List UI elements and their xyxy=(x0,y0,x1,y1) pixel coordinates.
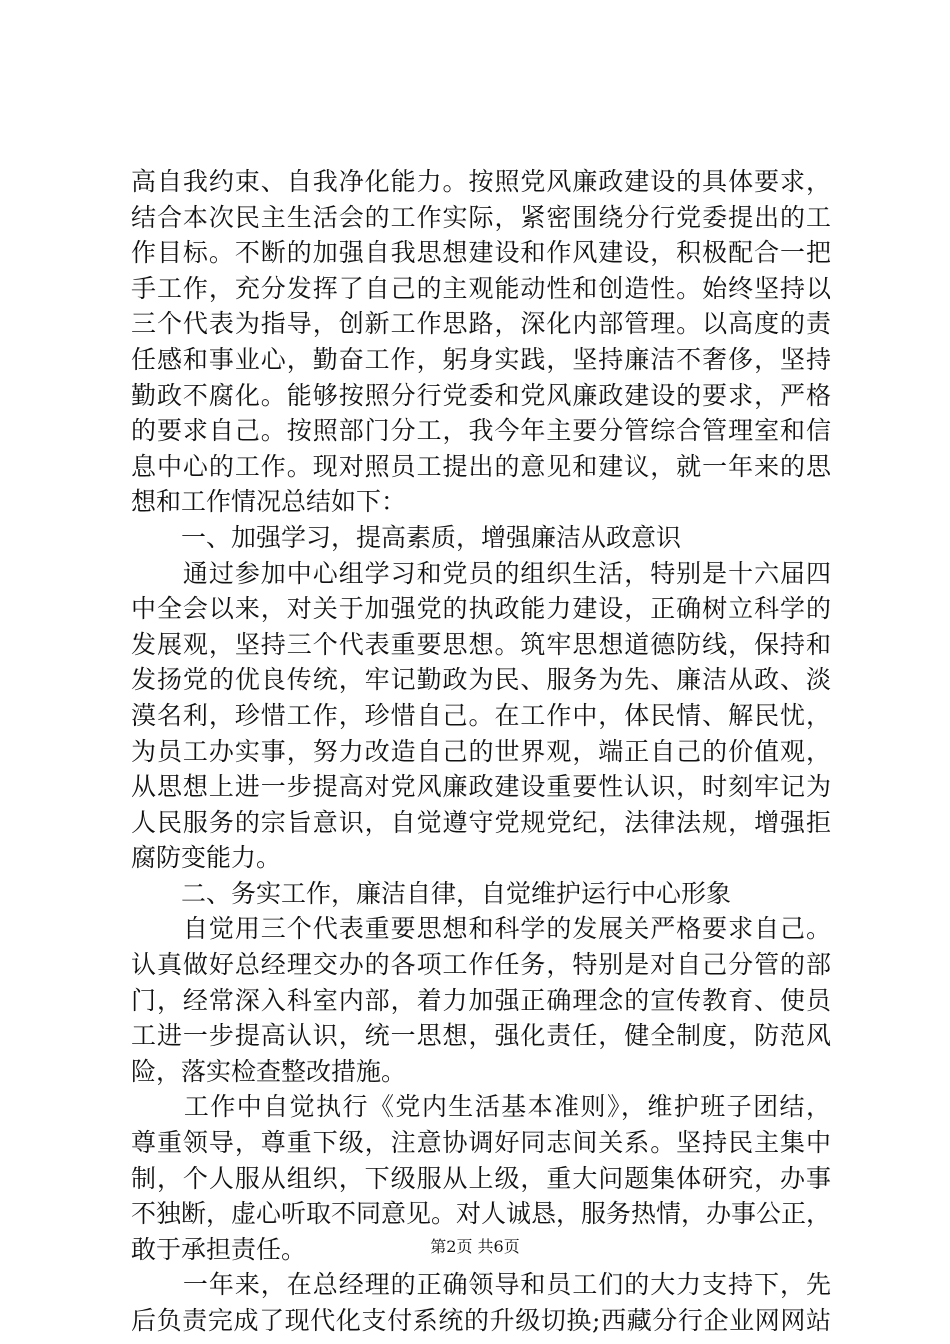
text-line: 不独断，虚心听取不同意见。对人诚恳，服务热情，办事公正， xyxy=(131,1199,831,1229)
text-line: 勤政不腐化。能够按照分行党委和党风廉政建设的要求，严格 xyxy=(131,380,831,410)
text-line: 一年来，在总经理的正确领导和员工们的大力支持下，先 xyxy=(131,1270,831,1300)
text-line: 后负责完成了现代化支付系统的升级切换;西藏分行企业网网站 xyxy=(131,1306,831,1335)
text-line: 腐防变能力。 xyxy=(131,843,282,873)
text-line: 人民服务的宗旨意识，自觉遵守党规党纪，法律法规，增强拒 xyxy=(131,807,831,837)
text-line: 工作中自觉执行《党内生活基本准则》，维护班子团结， xyxy=(131,1092,831,1122)
text-line: 三个代表为指导，创新工作思路，深化内部管理。以高度的责 xyxy=(131,309,831,339)
text-line: 为员工办实事，努力改造自己的世界观，端正自己的价值观， xyxy=(131,736,831,766)
text-line: 的要求自己。按照部门分工，我今年主要分管综合管理室和信 xyxy=(131,416,831,446)
text-line: 险，落实检查整改措施。 xyxy=(131,1056,407,1086)
text-line: 工进一步提高认识，统一思想，强化责任，健全制度，防范风 xyxy=(131,1021,831,1051)
text-line: 自觉用三个代表重要思想和科学的发展关严格要求自己。 xyxy=(131,914,831,944)
text-line: 漠名利，珍惜工作，珍惜自己。在工作中，体民情、解民忧， xyxy=(131,700,831,730)
text-line: 敢于承担责任。 xyxy=(131,1234,307,1264)
page-footer: 第2页 共6页 xyxy=(430,1237,520,1256)
text-line: 尊重领导，尊重下级，注意协调好同志间关系。坚持民主集中 xyxy=(131,1128,831,1158)
text-line: 门，经常深入科室内部，着力加强正确理念的宣传教育、使员 xyxy=(131,985,831,1015)
text-line: 认真做好总经理交办的各项工作任务，特别是对自己分管的部 xyxy=(131,950,831,980)
text-line: 二、务实工作，廉洁自律，自觉维护运行中心形象 xyxy=(131,878,732,908)
text-line: 通过参加中心组学习和党员的组织生活，特别是十六届四 xyxy=(131,558,831,588)
text-line: 想和工作情况总结如下： xyxy=(131,487,407,517)
text-line: 从思想上进一步提高对党风廉政建设重要性认识，时刻牢记为 xyxy=(131,772,831,802)
text-line: 发扬党的优良传统，牢记勤政为民、服务为先、廉洁从政、淡 xyxy=(131,665,831,695)
text-line: 中全会以来，对关于加强党的执政能力建设，正确树立科学的 xyxy=(131,594,831,624)
text-line: 一、加强学习，提高素质，增强廉洁从政意识 xyxy=(131,522,682,552)
text-line: 作目标。不断的加强自我思想建设和作风建设，积极配合一把 xyxy=(131,238,831,268)
text-line: 结合本次民主生活会的工作实际，紧密围绕分行党委提出的工 xyxy=(131,202,831,232)
document-body xyxy=(131,164,831,1339)
text-line: 任感和事业心，勤奋工作，躬身实践，坚持廉洁不奢侈，坚持 xyxy=(131,344,831,374)
text-line: 制，个人服从组织，下级服从上级，重大问题集体研究，办事 xyxy=(131,1163,831,1193)
text-line: 息中心的工作。现对照员工提出的意见和建议，就一年来的思 xyxy=(131,451,831,481)
text-line: 手工作，充分发挥了自己的主观能动性和创造性。始终坚持以 xyxy=(131,273,831,303)
text-line: 高自我约束、自我净化能力。按照党风廉政建设的具体要求， xyxy=(131,167,831,196)
text-line: 发展观，坚持三个代表重要思想。筑牢思想道德防线，保持和 xyxy=(131,629,831,659)
